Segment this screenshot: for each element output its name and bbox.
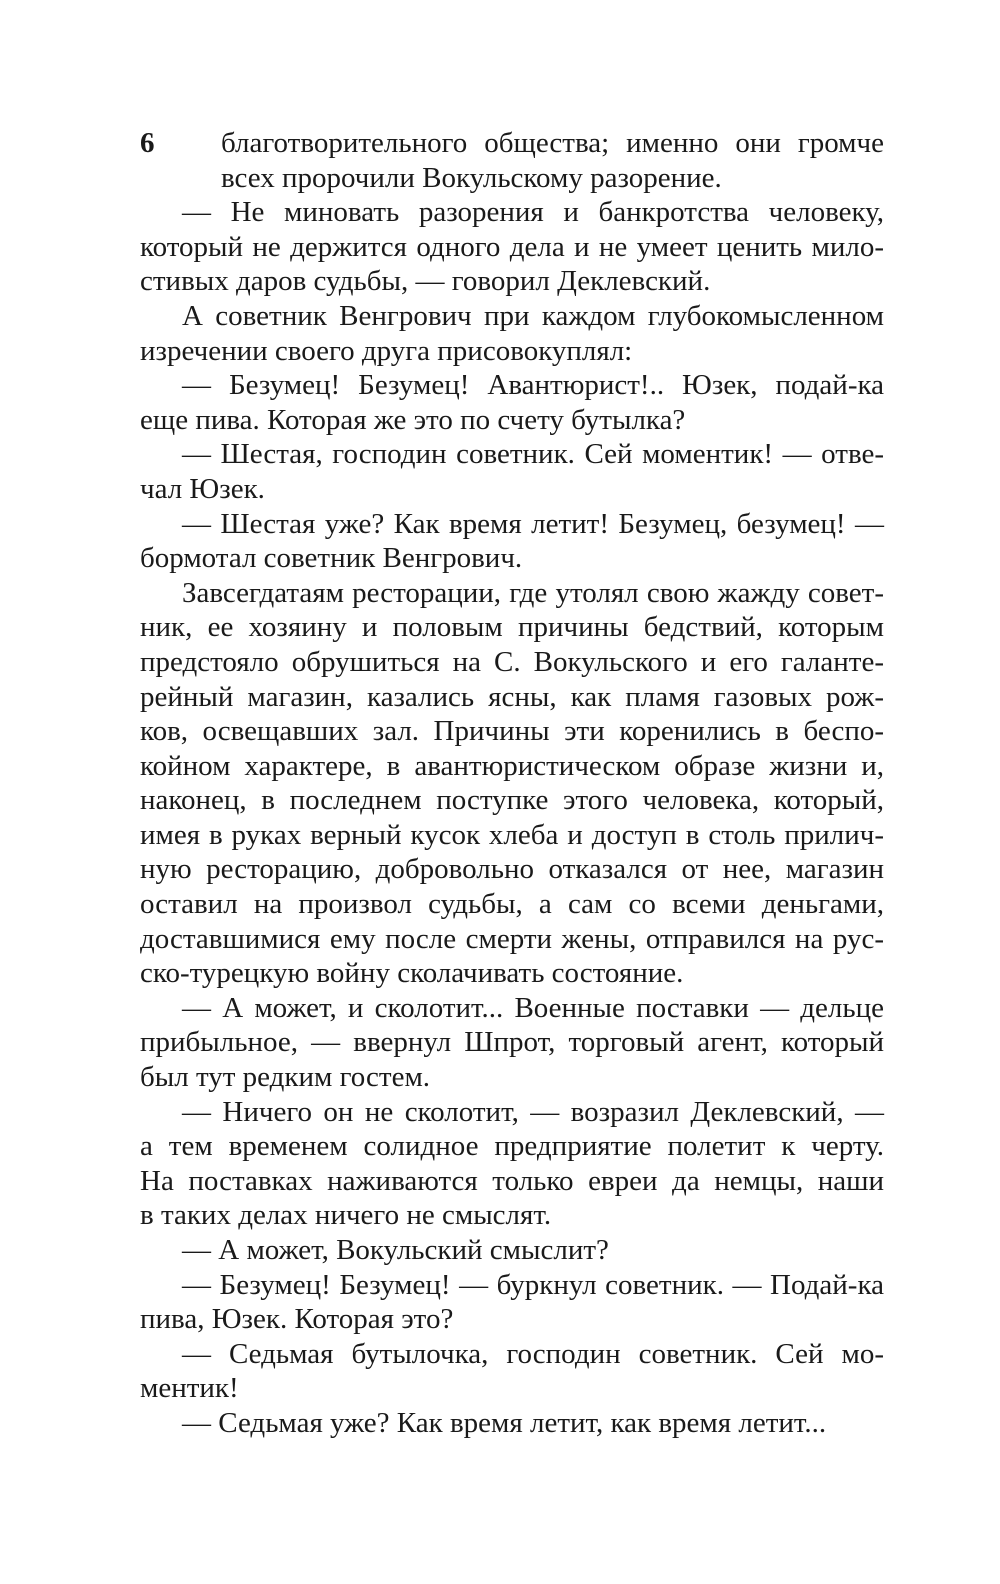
text-line: ментик! <box>140 1372 239 1405</box>
text-line: в таких делах ничего не смыслят. <box>140 1199 552 1232</box>
text-line: ско-турецкую войну сколачивать состояние. <box>140 957 684 990</box>
text-line: рейный магазин, казались ясны, как пламя газовых рож- <box>140 680 884 713</box>
text-line: — А может, Вокульский смыслит? <box>182 1234 609 1266</box>
text-line: бормотал советник Венгрович. <box>140 542 523 575</box>
text-line: — А может, и сколотит... Военные поставки — дельце <box>182 991 884 1024</box>
text-line: который не держится одного дела и не умеет ценить мило- <box>140 230 884 263</box>
text-line: наконец, в последнем поступке этого человека, который, <box>140 784 884 817</box>
text-line: — Ничего он не сколотит, — возразил Деклевский, — <box>182 1095 884 1128</box>
text-line: доставшимися ему после смерти жены, отправился на рус- <box>140 922 884 955</box>
text-line: койном характере, в авантюристическом образе жизни и, <box>140 749 884 782</box>
page-number: 6 <box>140 127 155 159</box>
text-line: стивых даров судьбы, — говорил Деклевский. <box>140 265 711 298</box>
text-line: оставил на произвол судьбы, а сам со всеми деньгами, <box>140 888 884 921</box>
text-line: изречении своего друга присовокуплял: <box>140 334 633 367</box>
text-line: благотворительного общества; именно они громче <box>221 127 884 159</box>
text-line: ную ресторацию, добровольно отказался от нее, магазин <box>140 853 884 886</box>
text-line: прибыльное, — ввернул Шпрот, торговый агент, который <box>140 1026 884 1059</box>
text-line: ник, ее хозяину и половым причины бедствий, которым <box>140 611 884 644</box>
text-line: — Седьмая бутылочка, господин советник. Сей мо- <box>182 1337 884 1370</box>
text-line: был тут редким гостем. <box>140 1061 431 1094</box>
text-line: — Шестая, господин советник. Сей моментик! — отве- <box>182 438 884 471</box>
text-line: пива, Юзек. Которая это? <box>140 1303 454 1336</box>
text-line: — Седьмая уже? Как время летит, как время летит... <box>182 1406 827 1439</box>
text-line: еще пива. Которая же это по счету бутылка? <box>140 403 686 436</box>
text-line: всех пророчили Вокульскому разорение. <box>221 161 722 194</box>
text-line: имея в руках верный кусок хлеба и доступ в столь прилич- <box>140 818 884 851</box>
text-line: — Шестая уже? Как время летит! Безумец, безумец! — <box>182 507 884 540</box>
text-line: — Безумец! Безумец! — буркнул советник. — Подай-ка <box>182 1268 884 1301</box>
page-text <box>140 124 884 1439</box>
text-line: предстояло обрушиться на С. Вокульского и его галанте- <box>140 645 884 678</box>
text-line: ков, освещавших зал. Причины эти коренились в беспо- <box>140 715 884 748</box>
text-line: На поставках наживаются только евреи да немцы, наши <box>140 1164 884 1197</box>
text-line: А советник Венгрович при каждом глубокомысленном <box>182 299 884 332</box>
text-line: чал Юзек. <box>140 472 265 505</box>
text-line: — Не миновать разорения и банкротства человеку, <box>182 196 884 229</box>
text-line: а тем временем солидное предприятие полетит к черту. <box>140 1130 884 1163</box>
text-line: Завсегдатаям ресторации, где утолял свою жажду совет- <box>182 576 884 609</box>
text-line: — Безумец! Безумец! Авантюрист!.. Юзек, подай-ка <box>182 369 884 402</box>
